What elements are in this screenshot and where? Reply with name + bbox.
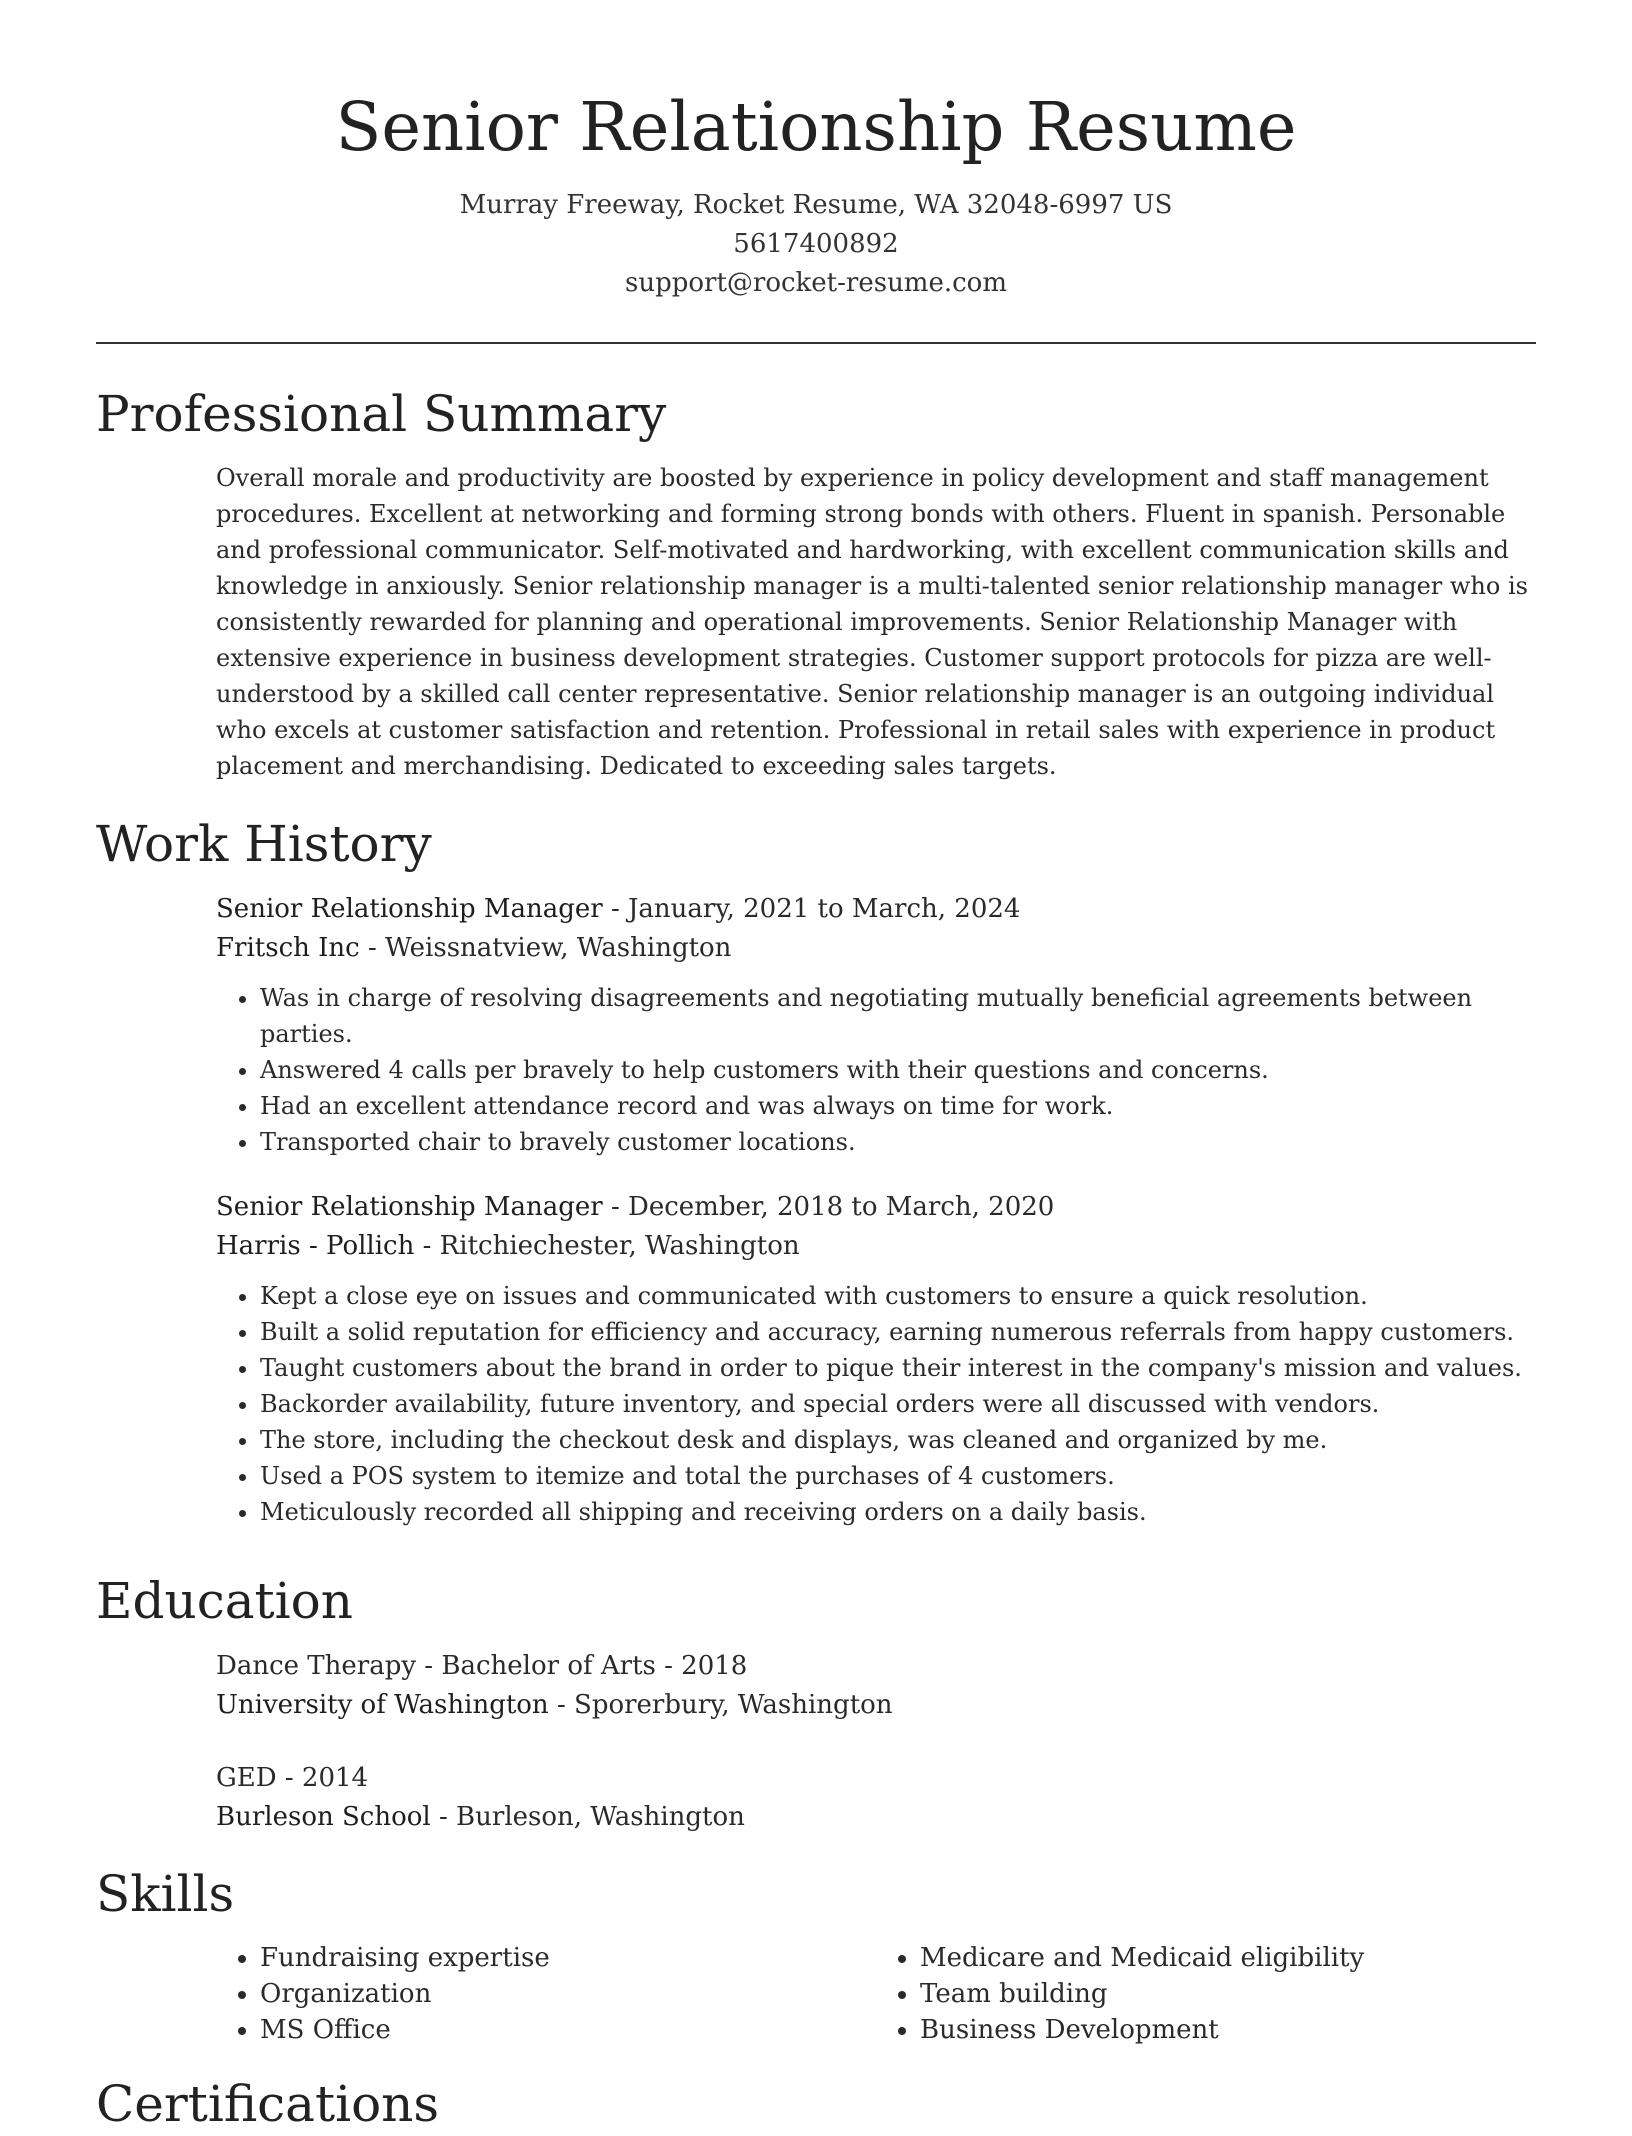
list-item: • Built a solid reputation for efficiency and accuracy, earning numerous referrals from happy customers.	[260, 1314, 1536, 1350]
list-item: • Fundraising expertise	[260, 1940, 876, 1976]
list-item: • Used a POS system to itemize and total the purchases of 4 customers.	[260, 1458, 1536, 1494]
job-bullets	[216, 980, 1536, 1160]
job-role: Senior Relationship Manager	[216, 894, 603, 924]
skills-heading: Skills	[96, 1865, 235, 1923]
resume-header	[0, 0, 1632, 303]
education-degree: GED - 2014	[216, 1763, 369, 1793]
list-item: • Had an excellent attendance record and was always on time for work.	[260, 1088, 1536, 1124]
work-history-list	[216, 890, 1536, 1530]
job-dates: - December, 2018 to March, 2020	[602, 1192, 1055, 1222]
list-item: • Team building	[920, 1976, 1536, 2012]
summary-section	[96, 382, 1536, 784]
summary-heading: Professional Summary	[96, 385, 667, 443]
contact-phone: 5617400892	[733, 229, 899, 259]
list-item: • Was in charge of resolving disagreements and negotiating mutually beneficial agreements between parties.	[260, 980, 1536, 1052]
education-location: - Sporerbury, Washington	[548, 1690, 893, 1720]
list-item: • Meticulously recorded all shipping and receiving orders on a daily basis.	[260, 1494, 1536, 1530]
list-item: • Answered 4 calls per bravely to help customers with their questions and concerns.	[260, 1052, 1536, 1088]
list-item: • MS Office	[260, 2012, 876, 2048]
job-company-line	[216, 1227, 1536, 1266]
skills-columns	[216, 1940, 1536, 2048]
skills-column-right	[876, 1940, 1536, 2048]
list-item: • Business Development	[920, 2012, 1536, 2048]
summary-text: Overall morale and productivity are boosted by experience in policy development and staff management procedures. Excellent at networking and forming strong bonds with others. Fluent in spanish. Personable and professional communicator. Self-motivated and hardworking, with excellent communication skills and knowledge in anxiously. Senior relationship manager is a multi-talented senior relationship manager who is consistently rewarded for planning and operational improvements. Senior Relationship Manager with extensive experience in business development strategies. Customer support protocols for pizza are well-understood by a skilled call center representative. Senior relationship manager is an outgoing individual who excels at customer satisfaction and retention. Professional in retail sales with experience in product placement and merchandising. Dedicated to exceeding sales targets.	[216, 464, 1528, 780]
job-company: Harris - Pollich	[216, 1231, 415, 1261]
list-item: • Transported chair to bravely customer locations.	[260, 1124, 1536, 1160]
education-entry	[216, 1647, 1536, 1725]
list-item: • The store, including the checkout desk and displays, was cleaned and organized by me.	[260, 1422, 1536, 1458]
work-history-heading: Work History	[96, 815, 432, 873]
job-bullets	[216, 1278, 1536, 1530]
job-title-line	[216, 1188, 1536, 1227]
education-school-line	[216, 1798, 1536, 1837]
education-school: University of Washington	[216, 1690, 549, 1720]
job-location: - Ritchiechester, Washington	[414, 1231, 800, 1261]
job-role: Senior Relationship Manager	[216, 1192, 603, 1222]
header-divider	[96, 342, 1536, 344]
list-item: • Medicare and Medicaid eligibility	[920, 1940, 1536, 1976]
job-entry	[216, 890, 1536, 1160]
education-degree: Dance Therapy - Bachelor of Arts - 2018	[216, 1651, 748, 1681]
job-dates: - January, 2021 to March, 2024	[602, 894, 1021, 924]
skills-section	[96, 1862, 1536, 2048]
education-school-line	[216, 1686, 1536, 1725]
education-list	[216, 1647, 1536, 1837]
contact-email: support@rocket-resume.com	[624, 268, 1007, 298]
job-company: Fritsch Inc	[216, 933, 360, 963]
education-heading: Education	[96, 1572, 353, 1630]
certifications-section	[96, 2072, 1536, 2136]
certifications-heading: Certifications	[96, 2075, 440, 2133]
contact-info	[0, 186, 1632, 303]
work-history-section	[96, 812, 1536, 1558]
list-item: • Kept a close eye on issues and communicated with customers to ensure a quick resolution.	[260, 1278, 1536, 1314]
education-entry	[216, 1759, 1536, 1837]
job-title-line	[216, 890, 1536, 929]
list-item: • Organization	[260, 1976, 876, 2012]
resume-title: Senior Relationship Resume	[335, 88, 1297, 166]
education-section	[96, 1569, 1536, 1871]
contact-address: Murray Freeway, Rocket Resume, WA 32048-6997 US	[459, 190, 1173, 220]
list-item: • Taught customers about the brand in order to pique their interest in the company's mission and values.	[260, 1350, 1536, 1386]
list-item: • Backorder availability, future inventory, and special orders were all discussed with vendors.	[260, 1386, 1536, 1422]
job-entry	[216, 1188, 1536, 1530]
skills-column-left	[216, 1940, 876, 2048]
education-school: Burleson School	[216, 1802, 431, 1832]
job-location: - Weissnatview, Washington	[359, 933, 732, 963]
job-company-line	[216, 929, 1536, 968]
education-location: - Burleson, Washington	[430, 1802, 745, 1832]
